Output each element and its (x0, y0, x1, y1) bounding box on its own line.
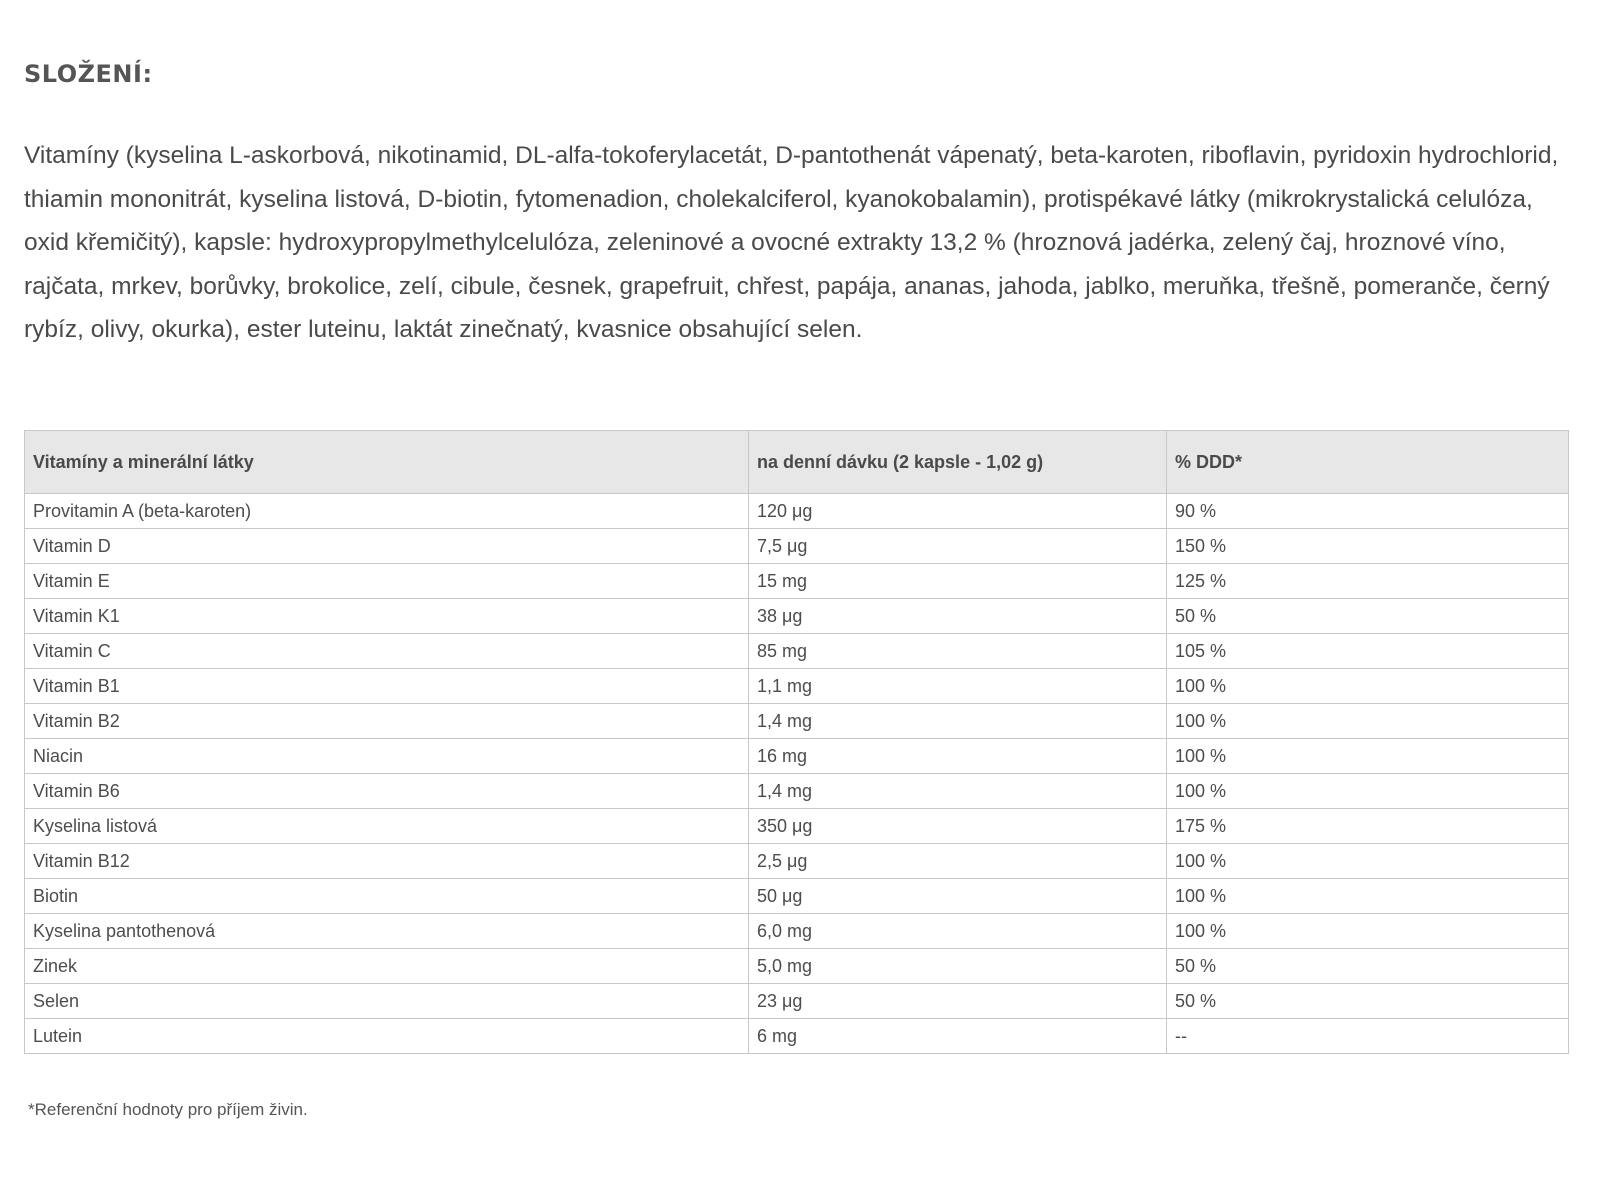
table-row (25, 774, 1569, 809)
column-header-nutrient: Vitamíny a minerální látky (25, 431, 749, 494)
nutrition-table (24, 430, 1569, 1054)
cell-amount: 23 μg (749, 984, 1167, 1019)
cell-nutrient: Biotin (25, 879, 749, 914)
cell-amount: 50 μg (749, 879, 1167, 914)
cell-ddd: 100 % (1167, 669, 1569, 704)
cell-nutrient: Vitamin B6 (25, 774, 749, 809)
table-row (25, 704, 1569, 739)
cell-ddd: 105 % (1167, 634, 1569, 669)
cell-ddd: 50 % (1167, 949, 1569, 984)
cell-amount: 1,4 mg (749, 774, 1167, 809)
cell-amount: 1,1 mg (749, 669, 1167, 704)
table-row (25, 984, 1569, 1019)
table-row (25, 844, 1569, 879)
cell-amount: 85 mg (749, 634, 1167, 669)
table-row (25, 1019, 1569, 1054)
cell-nutrient: Kyselina pantothenová (25, 914, 749, 949)
table-row (25, 739, 1569, 774)
ingredients-text: Vitamíny (kyselina L-askorbová, nikotinamid, DL-alfa-tokoferylacetát, D-pantothenát vápenatý, beta-karoten, riboflavin, pyridoxin hydrochlorid, thiamin mononitrát, kyselina listová, D-biotin, fytomenadion, cholekalciferol, kyanokobalamin), protispékavé látky (mikrokrystalická celulóza, oxid křemičitý), kapsle: hydroxypropylmethylcelulóza, zeleninové a ovocné extrakty 13,2 % (hroznová jadérka, zelený čaj, hroznové víno, rajčata, mrkev, borůvky, brokolice, zelí, cibule, česnek, grapefruit, chřest, papája, ananas, jahoda, jablko, meruňka, třešně, pomeranče, černý rybíz, olivy, okurka), ester luteinu, laktát zinečnatý, kvasnice obsahující selen. (24, 142, 1559, 343)
table-row (25, 634, 1569, 669)
cell-ddd: -- (1167, 1019, 1569, 1054)
cell-nutrient: Vitamin D (25, 529, 749, 564)
table-row (25, 669, 1569, 704)
cell-amount: 5,0 mg (749, 949, 1167, 984)
table-row (25, 494, 1569, 529)
cell-amount: 120 μg (749, 494, 1167, 529)
table-row (25, 809, 1569, 844)
cell-nutrient: Lutein (25, 1019, 749, 1054)
cell-nutrient: Kyselina listová (25, 809, 749, 844)
table-row (25, 914, 1569, 949)
table-header-row (25, 431, 1569, 494)
cell-ddd: 100 % (1167, 774, 1569, 809)
cell-ddd: 100 % (1167, 914, 1569, 949)
cell-nutrient: Zinek (25, 949, 749, 984)
cell-amount: 1,4 mg (749, 704, 1167, 739)
cell-nutrient: Vitamin K1 (25, 599, 749, 634)
cell-ddd: 175 % (1167, 809, 1569, 844)
cell-ddd: 100 % (1167, 739, 1569, 774)
table-row (25, 879, 1569, 914)
cell-amount: 6,0 mg (749, 914, 1167, 949)
cell-amount: 15 mg (749, 564, 1167, 599)
cell-nutrient: Vitamin B2 (25, 704, 749, 739)
cell-amount: 16 mg (749, 739, 1167, 774)
table-row (25, 529, 1569, 564)
cell-nutrient: Vitamin C (25, 634, 749, 669)
footnote: *Referenční hodnoty pro příjem živin. (28, 1100, 308, 1119)
cell-nutrient: Vitamin B12 (25, 844, 749, 879)
cell-nutrient: Vitamin E (25, 564, 749, 599)
cell-amount: 38 μg (749, 599, 1167, 634)
cell-ddd: 125 % (1167, 564, 1569, 599)
cell-ddd: 150 % (1167, 529, 1569, 564)
table-row (25, 599, 1569, 634)
cell-ddd: 100 % (1167, 844, 1569, 879)
cell-ddd: 50 % (1167, 599, 1569, 634)
column-header-ddd-percent: % DDD* (1167, 431, 1569, 494)
cell-nutrient: Provitamin A (beta-karoten) (25, 494, 749, 529)
column-header-daily-dose: na denní dávku (2 kapsle - 1,02 g) (749, 431, 1167, 494)
cell-ddd: 90 % (1167, 494, 1569, 529)
table-row (25, 564, 1569, 599)
cell-ddd: 100 % (1167, 879, 1569, 914)
cell-nutrient: Selen (25, 984, 749, 1019)
cell-amount: 350 μg (749, 809, 1167, 844)
cell-amount: 7,5 μg (749, 529, 1167, 564)
section-heading: SLOŽENÍ: (24, 60, 153, 88)
cell-ddd: 50 % (1167, 984, 1569, 1019)
cell-nutrient: Niacin (25, 739, 749, 774)
cell-ddd: 100 % (1167, 704, 1569, 739)
cell-amount: 6 mg (749, 1019, 1167, 1054)
cell-amount: 2,5 μg (749, 844, 1167, 879)
table-row (25, 949, 1569, 984)
cell-nutrient: Vitamin B1 (25, 669, 749, 704)
